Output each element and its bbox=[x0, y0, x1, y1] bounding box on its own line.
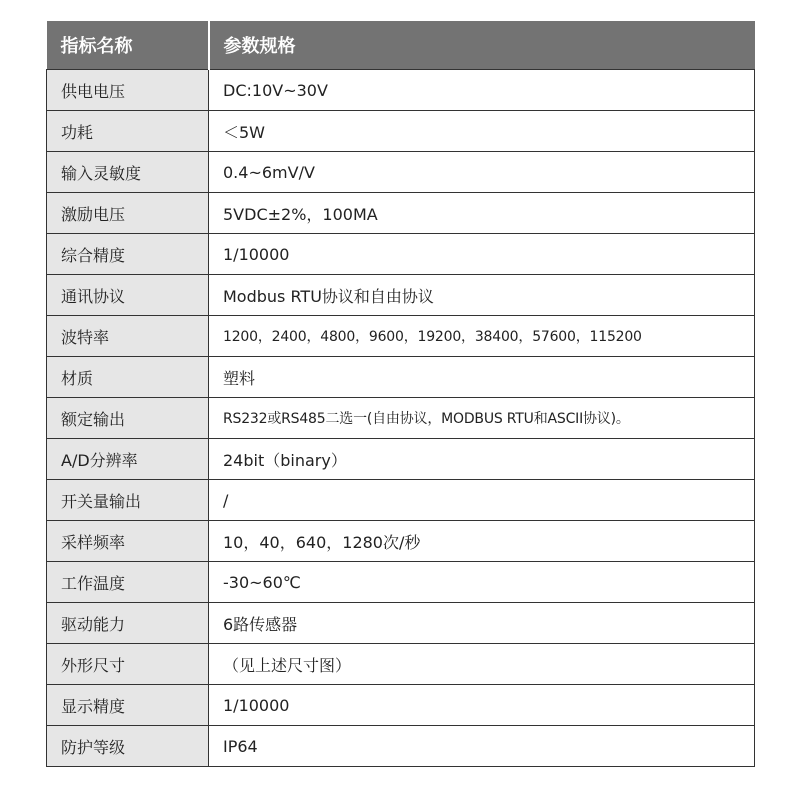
spec-value: （见上述尺寸图） bbox=[209, 644, 755, 685]
table-row bbox=[47, 439, 755, 480]
header-row bbox=[47, 21, 755, 70]
spec-value: / bbox=[209, 480, 755, 521]
spec-value: Modbus RTU协议和自由协议 bbox=[209, 275, 755, 316]
spec-value: 6路传感器 bbox=[209, 603, 755, 644]
header-name: 指标名称 bbox=[47, 21, 209, 70]
spec-name: 综合精度 bbox=[47, 234, 209, 275]
table-row bbox=[47, 562, 755, 603]
spec-value: 1200，2400，4800，9600，19200，38400，57600，115200 bbox=[209, 316, 755, 357]
table-row bbox=[47, 726, 755, 767]
spec-value: 塑料 bbox=[209, 357, 755, 398]
header-value: 参数规格 bbox=[209, 21, 755, 70]
spec-value: ＜5W bbox=[209, 111, 755, 152]
table-row bbox=[47, 316, 755, 357]
table-row bbox=[47, 685, 755, 726]
spec-name: 外形尺寸 bbox=[47, 644, 209, 685]
table-row bbox=[47, 152, 755, 193]
table-row bbox=[47, 357, 755, 398]
spec-value: IP64 bbox=[209, 726, 755, 767]
spec-name: 工作温度 bbox=[47, 562, 209, 603]
spec-name: 额定输出 bbox=[47, 398, 209, 439]
spec-value: 1/10000 bbox=[209, 234, 755, 275]
spec-body bbox=[47, 70, 755, 767]
spec-name: 激励电压 bbox=[47, 193, 209, 234]
spec-name: 防护等级 bbox=[47, 726, 209, 767]
table-row bbox=[47, 234, 755, 275]
spec-value: RS232或RS485二选一(自由协议，MODBUS RTU和ASCII协议)。 bbox=[209, 398, 755, 439]
spec-name: 供电电压 bbox=[47, 70, 209, 111]
table-row bbox=[47, 275, 755, 316]
spec-name: 输入灵敏度 bbox=[47, 152, 209, 193]
table-row bbox=[47, 111, 755, 152]
spec-name: 材质 bbox=[47, 357, 209, 398]
table-row bbox=[47, 521, 755, 562]
spec-name: 驱动能力 bbox=[47, 603, 209, 644]
spec-name: A/D分辨率 bbox=[47, 439, 209, 480]
spec-table bbox=[46, 21, 755, 767]
table-row bbox=[47, 193, 755, 234]
spec-value: 24bit（binary） bbox=[209, 439, 755, 480]
spec-name: 采样频率 bbox=[47, 521, 209, 562]
table-row bbox=[47, 603, 755, 644]
spec-name: 功耗 bbox=[47, 111, 209, 152]
spec-value: 10，40，640，1280次/秒 bbox=[209, 521, 755, 562]
table-row bbox=[47, 644, 755, 685]
spec-value: 5VDC±2%，100MA bbox=[209, 193, 755, 234]
spec-name: 开关量输出 bbox=[47, 480, 209, 521]
spec-value: DC:10V~30V bbox=[209, 70, 755, 111]
spec-value: 0.4~6mV/V bbox=[209, 152, 755, 193]
spec-value: -30~60℃ bbox=[209, 562, 755, 603]
table-row bbox=[47, 398, 755, 439]
table-row bbox=[47, 70, 755, 111]
spec-name: 通讯协议 bbox=[47, 275, 209, 316]
spec-name: 显示精度 bbox=[47, 685, 209, 726]
spec-name: 波特率 bbox=[47, 316, 209, 357]
table-row bbox=[47, 480, 755, 521]
spec-value: 1/10000 bbox=[209, 685, 755, 726]
